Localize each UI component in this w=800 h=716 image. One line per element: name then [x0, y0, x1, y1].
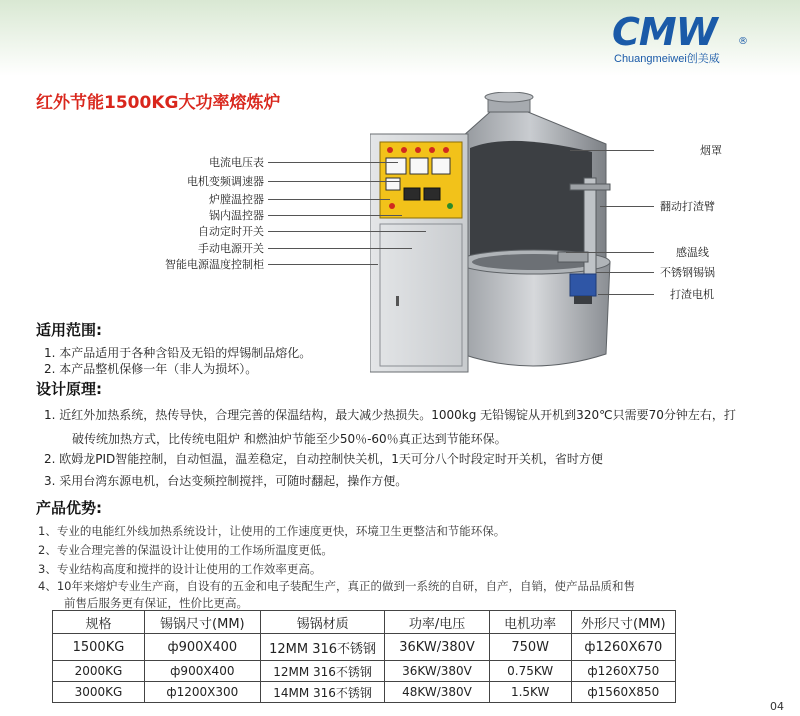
- scope-heading: 适用范围:: [36, 321, 102, 339]
- table-row: [53, 682, 676, 703]
- design-item: 2. 欧姆龙PID智能控制，自动恒温，温差稳定，自动控制快关机，1天可分八个时段定时开关机，省时方便: [44, 452, 603, 466]
- callout-dross-motor: 打渣电机: [670, 288, 714, 301]
- table-header-cell: 功率/电压: [385, 611, 489, 634]
- table-cell: 14MM 316不锈钢: [260, 682, 385, 703]
- advantage-item: 4、10年来熔炉专业生产商，自设有的五金和电子装配生产，真正的做到一系统的自研，自产，自销，使产品品质和售: [38, 579, 635, 593]
- table-cell: ф1560X850: [571, 682, 675, 703]
- table-cell: ф900X400: [144, 634, 260, 661]
- callout-steel-pot: 不锈钢锡锅: [660, 266, 715, 279]
- table-cell: 48KW/380V: [385, 682, 489, 703]
- table-cell: 36KW/380V: [385, 634, 489, 661]
- leader-line: [268, 231, 426, 232]
- callout-stir-arm: 翻动打渣臂: [660, 200, 715, 213]
- callout-meter: 电流电压表: [209, 156, 264, 169]
- table-header-row: [53, 611, 676, 634]
- leader-line: [596, 272, 654, 273]
- design-item: 3. 采用台湾东源电机，台达变频控制搅拌，可随时翻起，操作方便。: [44, 474, 408, 488]
- leader-line: [600, 206, 654, 207]
- leader-line: [268, 199, 390, 200]
- callout-temp-sensor: 感温线: [676, 246, 709, 259]
- leader-line: [566, 252, 654, 253]
- callout-fume-hood: 烟罩: [700, 144, 722, 157]
- callout-power-switch: 手动电源开关: [198, 242, 264, 255]
- advantage-item: 2、专业合理完善的保温设计让使用的工作场所温度更低。: [38, 543, 333, 557]
- leader-line: [268, 264, 378, 265]
- table-row: [53, 634, 676, 661]
- table-header-cell: 规格: [53, 611, 145, 634]
- table-cell: 1.5KW: [489, 682, 571, 703]
- spec-table: [52, 610, 676, 703]
- leader-line: [268, 248, 412, 249]
- advantage-item: 3、专业结构高度和搅拌的设计让使用的工作效率更高。: [38, 562, 322, 576]
- page-title: 红外节能1500KG大功率熔炼炉: [36, 93, 281, 113]
- leader-line: [268, 215, 402, 216]
- brand-logo: [612, 10, 782, 65]
- callout-pot-temp: 锅内温控器: [209, 209, 264, 222]
- callout-chamber-temp: 炉膛温控器: [209, 193, 264, 206]
- design-item-continued: 破传统加热方式，比传统电阻炉 和燃油炉节能至少50％-60％真正达到节能环保。: [72, 432, 507, 446]
- table-cell: ф1260X750: [571, 661, 675, 682]
- leader-line: [598, 294, 654, 295]
- leader-line: [570, 150, 654, 151]
- logo-subtitle: Chuangmeiwei创美威: [614, 53, 720, 65]
- logo-wordmark: CMW: [612, 10, 717, 54]
- table-cell: 3000KG: [53, 682, 145, 703]
- table-row: [53, 661, 676, 682]
- table-cell: 2000KG: [53, 661, 145, 682]
- table-cell: 750W: [489, 634, 571, 661]
- table-header-cell: 电机功率: [489, 611, 571, 634]
- scope-item: 2. 本产品整机保修一年（非人为损坏）。: [44, 362, 258, 376]
- table-cell: ф1200X300: [144, 682, 260, 703]
- table-cell: ф1260X670: [571, 634, 675, 661]
- design-heading: 设计原理:: [36, 380, 102, 398]
- callout-vfd: 电机变频调速器: [187, 175, 264, 188]
- scope-item: 1. 本产品适用于各种含铅及无铅的焊锡制品熔化。: [44, 346, 312, 360]
- design-item: 1. 近红外加热系统，热传导快，合理完善的保温结构，最大减少热损失。1000kg 无铅锡锭从开机到320℃只需要70分钟左右，打: [44, 408, 736, 422]
- table-header-cell: 外形尺寸(MM): [571, 611, 675, 634]
- table-cell: 1500KG: [53, 634, 145, 661]
- table-cell: 12MM 316不锈钢: [260, 661, 385, 682]
- leader-line: [268, 181, 400, 182]
- logo-registered-mark: ®: [738, 36, 748, 47]
- table-cell: 36KW/380V: [385, 661, 489, 682]
- table-header-cell: 锡锅材质: [260, 611, 385, 634]
- advantage-item: 1、专业的电能红外线加热系统设计，让使用的工作速度更快，环境卫生更整洁和节能环保。: [38, 524, 506, 538]
- table-cell: 12MM 316不锈钢: [260, 634, 385, 661]
- table-cell: 0.75KW: [489, 661, 571, 682]
- table-cell: ф900X400: [144, 661, 260, 682]
- leader-line: [268, 162, 398, 163]
- table-header-cell: 锡锅尺寸(MM): [144, 611, 260, 634]
- furnace-illustration: [370, 92, 630, 384]
- page-number: 04: [770, 700, 784, 713]
- advantage-item-continued: 前售后服务更有保证，性价比更高。: [64, 596, 248, 610]
- callout-timer: 自动定时开关: [198, 225, 264, 238]
- advantages-heading: 产品优势:: [36, 499, 102, 517]
- callout-control-cabinet: 智能电源温度控制柜: [165, 258, 264, 271]
